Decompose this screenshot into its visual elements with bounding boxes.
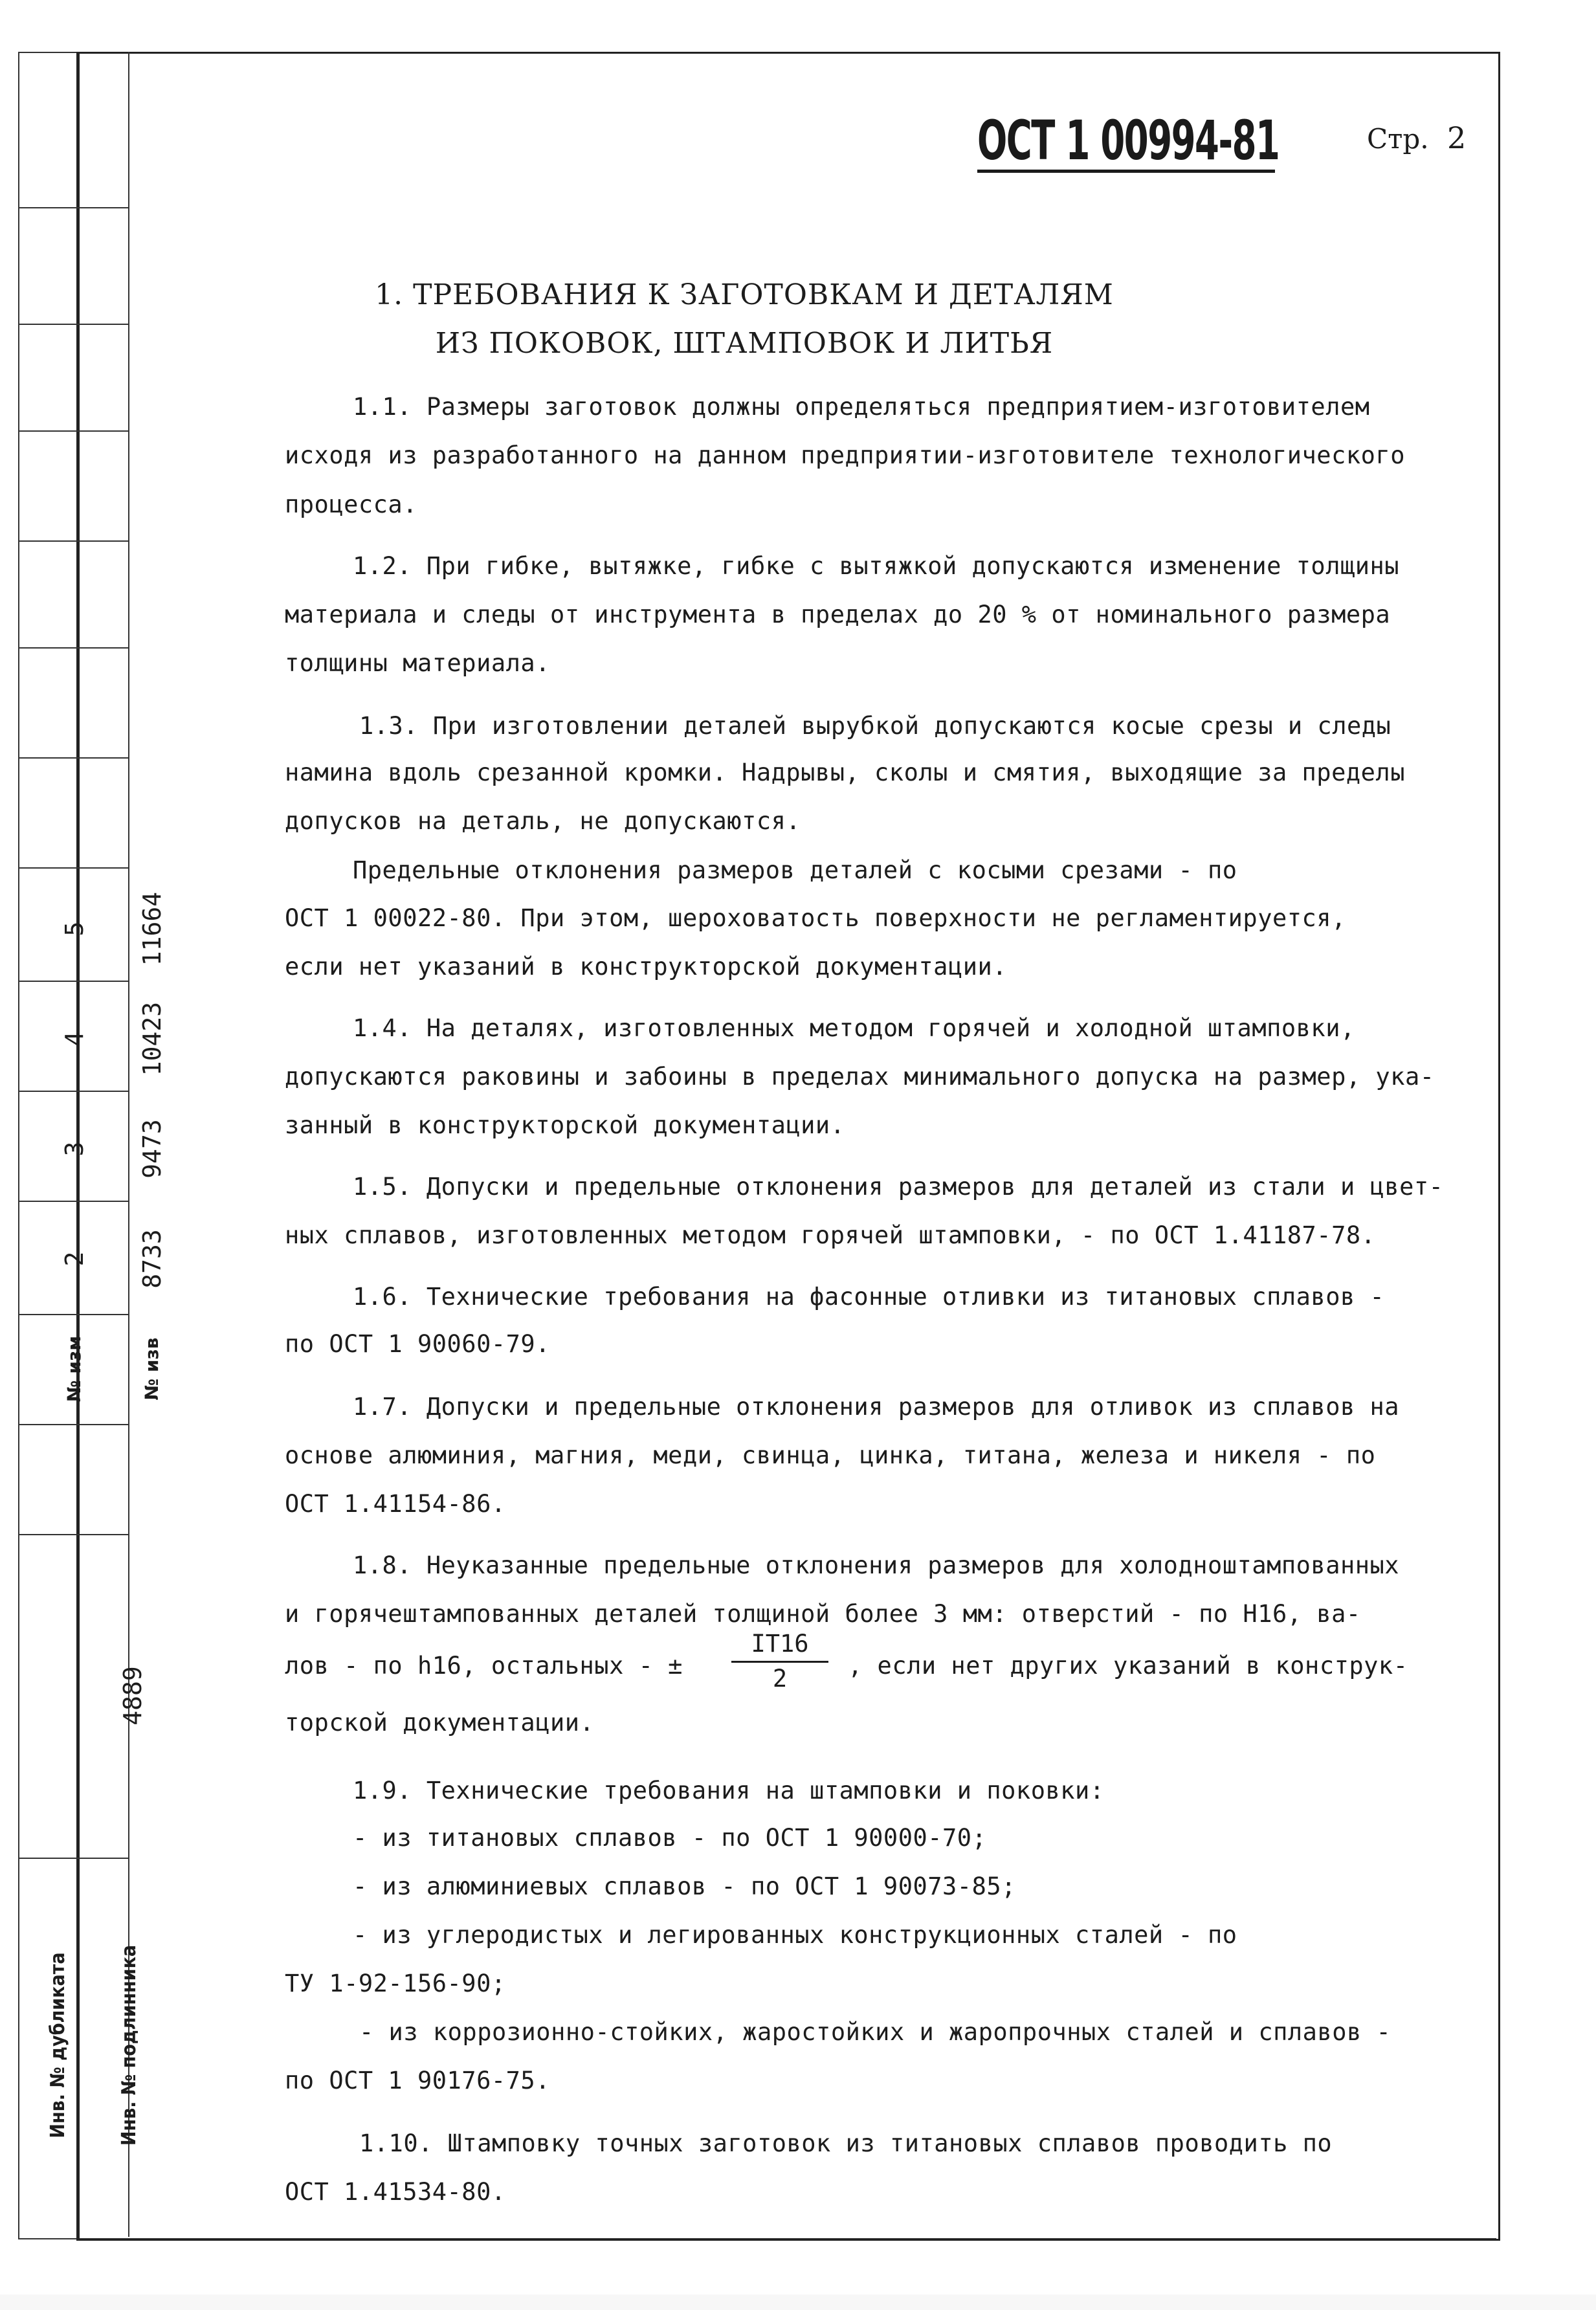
paragraph-line: - из титановых сплавов - по ОСТ 1 90000-70;	[353, 1824, 987, 1852]
fraction-denominator: 2	[772, 1665, 788, 1693]
page-frame	[76, 52, 1500, 2241]
paragraph-line: - из алюминиевых сплавов - по ОСТ 1 90073-85;	[353, 1872, 1016, 1900]
margin-rule	[18, 540, 128, 542]
paragraph-line: Предельные отклонения размеров деталей с косыми срезами - по	[353, 856, 1237, 884]
paragraph-line: основе алюминия, магния, меди, свинца, цинка, титана, железа и никеля - по	[285, 1441, 1376, 1469]
paragraph-line: допускаются раковины и забоины в пределах минимального допуска на размер, ука-	[285, 1063, 1435, 1091]
section-subtitle: ИЗ ПОКОВОК, ШТАМПОВОК И ЛИТЬЯ	[435, 327, 1054, 360]
fraction-numerator: IT16	[751, 1630, 809, 1658]
paragraph-line: занный в конструкторской документации.	[285, 1111, 845, 1139]
notice-number: 8733	[138, 1229, 166, 1289]
notice-number: 11664	[138, 891, 166, 966]
margin-rule	[18, 647, 128, 649]
page-number: 2	[1447, 120, 1467, 155]
paragraph-line: по ОСТ 1 90176-75.	[285, 2067, 550, 2094]
paragraph-line: - из коррозионно-стойких, жаростойких и жаропрочных сталей и сплавов -	[359, 2018, 1391, 2046]
paragraph-line: материала и следы от инструмента в пределах до 20 % от номинального размера	[285, 601, 1391, 628]
margin-rule	[18, 867, 128, 869]
paragraph-line: 1.8. Неуказанные предельные отклонения размеров для холодноштампованных	[353, 1551, 1400, 1579]
page-label: Стр.	[1367, 123, 1429, 155]
margin-rule	[18, 430, 128, 432]
margin-rule	[18, 1534, 128, 1535]
notice-header: № изв	[141, 1337, 162, 1401]
original-inventory-value: 4889	[118, 1666, 147, 1726]
margin-rule	[18, 1424, 128, 1425]
margin-rule	[18, 981, 128, 982]
paragraph-line: 1.3. При изготовлении деталей вырубкой допускаются косые срезы и следы	[359, 712, 1391, 740]
change-header: № изм	[63, 1335, 85, 1403]
section-title: 1. ТРЕБОВАНИЯ К ЗАГОТОВКАМ И ДЕТАЛЯМ	[375, 278, 1114, 311]
margin-rule	[18, 1314, 128, 1315]
margin-rule	[18, 1201, 128, 1202]
paragraph-line: 1.1. Размеры заготовок должны определяться предприятием-изготовителем	[353, 393, 1370, 421]
margin-rule	[18, 1091, 128, 1092]
change-number: 4	[60, 1031, 89, 1047]
paragraph-line: 1.6. Технические требования на фасонные отливки из титановых сплавов -	[353, 1283, 1385, 1311]
duplicate-inventory-label: Инв. № дубликата	[47, 1952, 69, 2138]
paragraph-line: лов - по h16, остальных - ±	[285, 1652, 683, 1680]
change-number: 2	[60, 1251, 89, 1267]
paragraph-line: процесса.	[285, 491, 417, 518]
paragraph-line: торской документации.	[285, 1709, 595, 1737]
margin-rule	[18, 757, 128, 759]
paragraph-line: толщины материала.	[285, 649, 550, 677]
document-number-underline	[977, 170, 1275, 173]
original-inventory-label: Инв. № подлинника	[118, 1944, 140, 2146]
paragraph-line: 1.7. Допуски и предельные отклонения размеров для отливок из сплавов на	[353, 1393, 1400, 1421]
paragraph-line: исходя из разработанного на данном предприятии-изготовителе технологического	[285, 441, 1405, 469]
paragraph-line: намина вдоль срезанной кромки. Надрывы, сколы и смятия, выходящие за пределы	[285, 759, 1405, 786]
paragraph-line: ных сплавов, изготовленных методом горячей штамповки, - по ОСТ 1.41187-78.	[285, 1221, 1376, 1249]
margin-rule	[18, 207, 128, 208]
paragraph-line: 1.4. На деталях, изготовленных методом горячей и холодной штамповки,	[353, 1014, 1355, 1042]
change-number: 5	[60, 921, 89, 937]
change-number: 3	[60, 1141, 89, 1157]
paragraph-line: ОСТ 1.41534-80.	[285, 2178, 506, 2206]
fraction-bar	[731, 1661, 828, 1663]
paragraph-line: по ОСТ 1 90060-79.	[285, 1330, 550, 1358]
paragraph-line: - из углеродистых и легированных конструкционных сталей - по	[353, 1921, 1237, 1949]
margin-rule	[18, 1858, 128, 1859]
notice-number: 10423	[138, 1001, 166, 1076]
paragraph-line: ОСТ 1.41154-86.	[285, 1490, 506, 1518]
scan-bottom-edge	[0, 2294, 1596, 2310]
paragraph-line: 1.5. Допуски и предельные отклонения размеров для деталей из стали и цвет-	[353, 1173, 1444, 1201]
paragraph-line: 1.10. Штамповку точных заготовок из титановых сплавов проводить по	[359, 2129, 1333, 2157]
paragraph-line: , если нет других указаний в конструк-	[848, 1652, 1408, 1680]
paragraph-line: если нет указаний в конструкторской документации.	[285, 953, 1008, 981]
paragraph-line: 1.9. Технические требования на штамповки и поковки:	[353, 1777, 1105, 1805]
margin-rule	[18, 324, 128, 325]
paragraph-line: 1.2. При гибке, вытяжке, гибке с вытяжкой допускаются изменение толщины	[353, 552, 1400, 580]
notice-number: 9473	[138, 1119, 166, 1179]
paragraph-line: допусков на деталь, не допускаются.	[285, 807, 801, 835]
paragraph-line: ОСТ 1 00022-80. При этом, шероховатость поверхности не регламентируется,	[285, 904, 1346, 932]
paragraph-line: ТУ 1-92-156-90;	[285, 1970, 506, 1997]
paragraph-line: и горячештампованных деталей толщиной более 3 мм: отверстий - по Н16, ва-	[285, 1600, 1361, 1628]
document-number: ОСТ 1 00994-81	[977, 109, 1280, 172]
